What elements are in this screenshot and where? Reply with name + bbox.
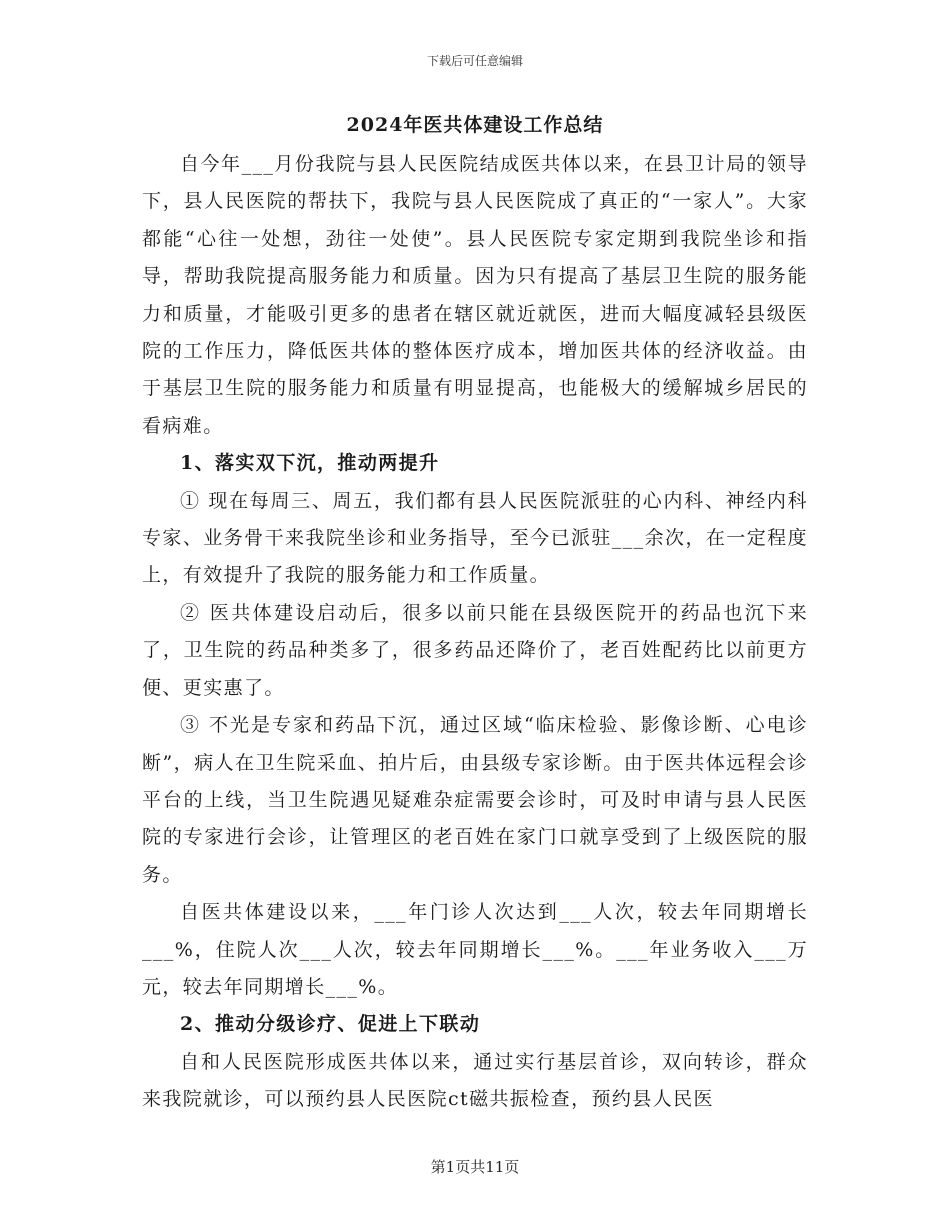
page-number: 第1页共11页: [430, 1158, 520, 1176]
paragraph-section-2: 自和人民医院形成医共体以来，通过实行基层首诊，双向转诊，群众来我院就诊，可以预约县人民医院ct磁共振检查，预约县人民医: [142, 1050, 808, 1111]
paragraph-item-2: ② 医共体建设启动后，很多以前只能在县级医院开的药品也沉下来了，卫生院的药品种类多了，很多药品还降价了，老百姓配药比以前更方便、更实惠了。: [142, 601, 808, 699]
paragraph-statistics: 自医共体建设以来，___年门诊人次达到___人次，较去年同期增长___%，住院人次___人次，较去年同期增长___%。___年业务收入___万元，较去年同期增长___%。: [142, 901, 808, 998]
paragraph-item-3: ③ 不光是专家和药品下沉，通过区域“临床检验、影像诊断、心电诊断”，病人在卫生院采血、拍片后，由县级专家诊断。由于医共体远程会诊平台的上线，当卫生院遇见疑难杂症需要会诊时，可及时申请与县人民医院的专家进行会诊，让管理区的老百姓在家门口就享受到了上级医院的服务。: [142, 714, 808, 886]
header-note: 下载后可任意编辑: [426, 54, 523, 68]
paragraph-intro: 自今年___月份我院与县人民医院结成医共体以来，在县卫计局的领导下，县人民医院的帮扶下，我院与县人民医院成了真正的“一家人”。大家都能“心往一处想，劲往一处使”。县人民医院专家定期到我院坐诊和指导，帮助我院提高服务能力和质量。因为只有提高了基层卫生院的服务能力和质量，才能吸引更多的患者在辖区就近就医，进而大幅度减轻县级医院的工作压力，降低医共体的整体医疗成本，增加医共体的经济收益。由于基层卫生院的服务能力和质量有明显提高，也能极大的缓解城乡居民的看病难。: [142, 153, 808, 437]
document-body: [142, 108, 808, 1119]
section-heading-1: 1、落实双下沉，推动两提升: [180, 452, 440, 475]
section-heading-2: 2、推动分级诊疗、促进上下联动: [180, 1013, 481, 1036]
document-title: 2024年医共体建设工作总结: [346, 114, 604, 136]
paragraph-item-1: ① 现在每周三、周五，我们都有县人民医院派驻的心内科、神经内科专家、业务骨干来我院坐诊和业务指导，至今已派驻___余次，在一定程度上，有效提升了我院的服务能力和工作质量。: [142, 489, 808, 587]
